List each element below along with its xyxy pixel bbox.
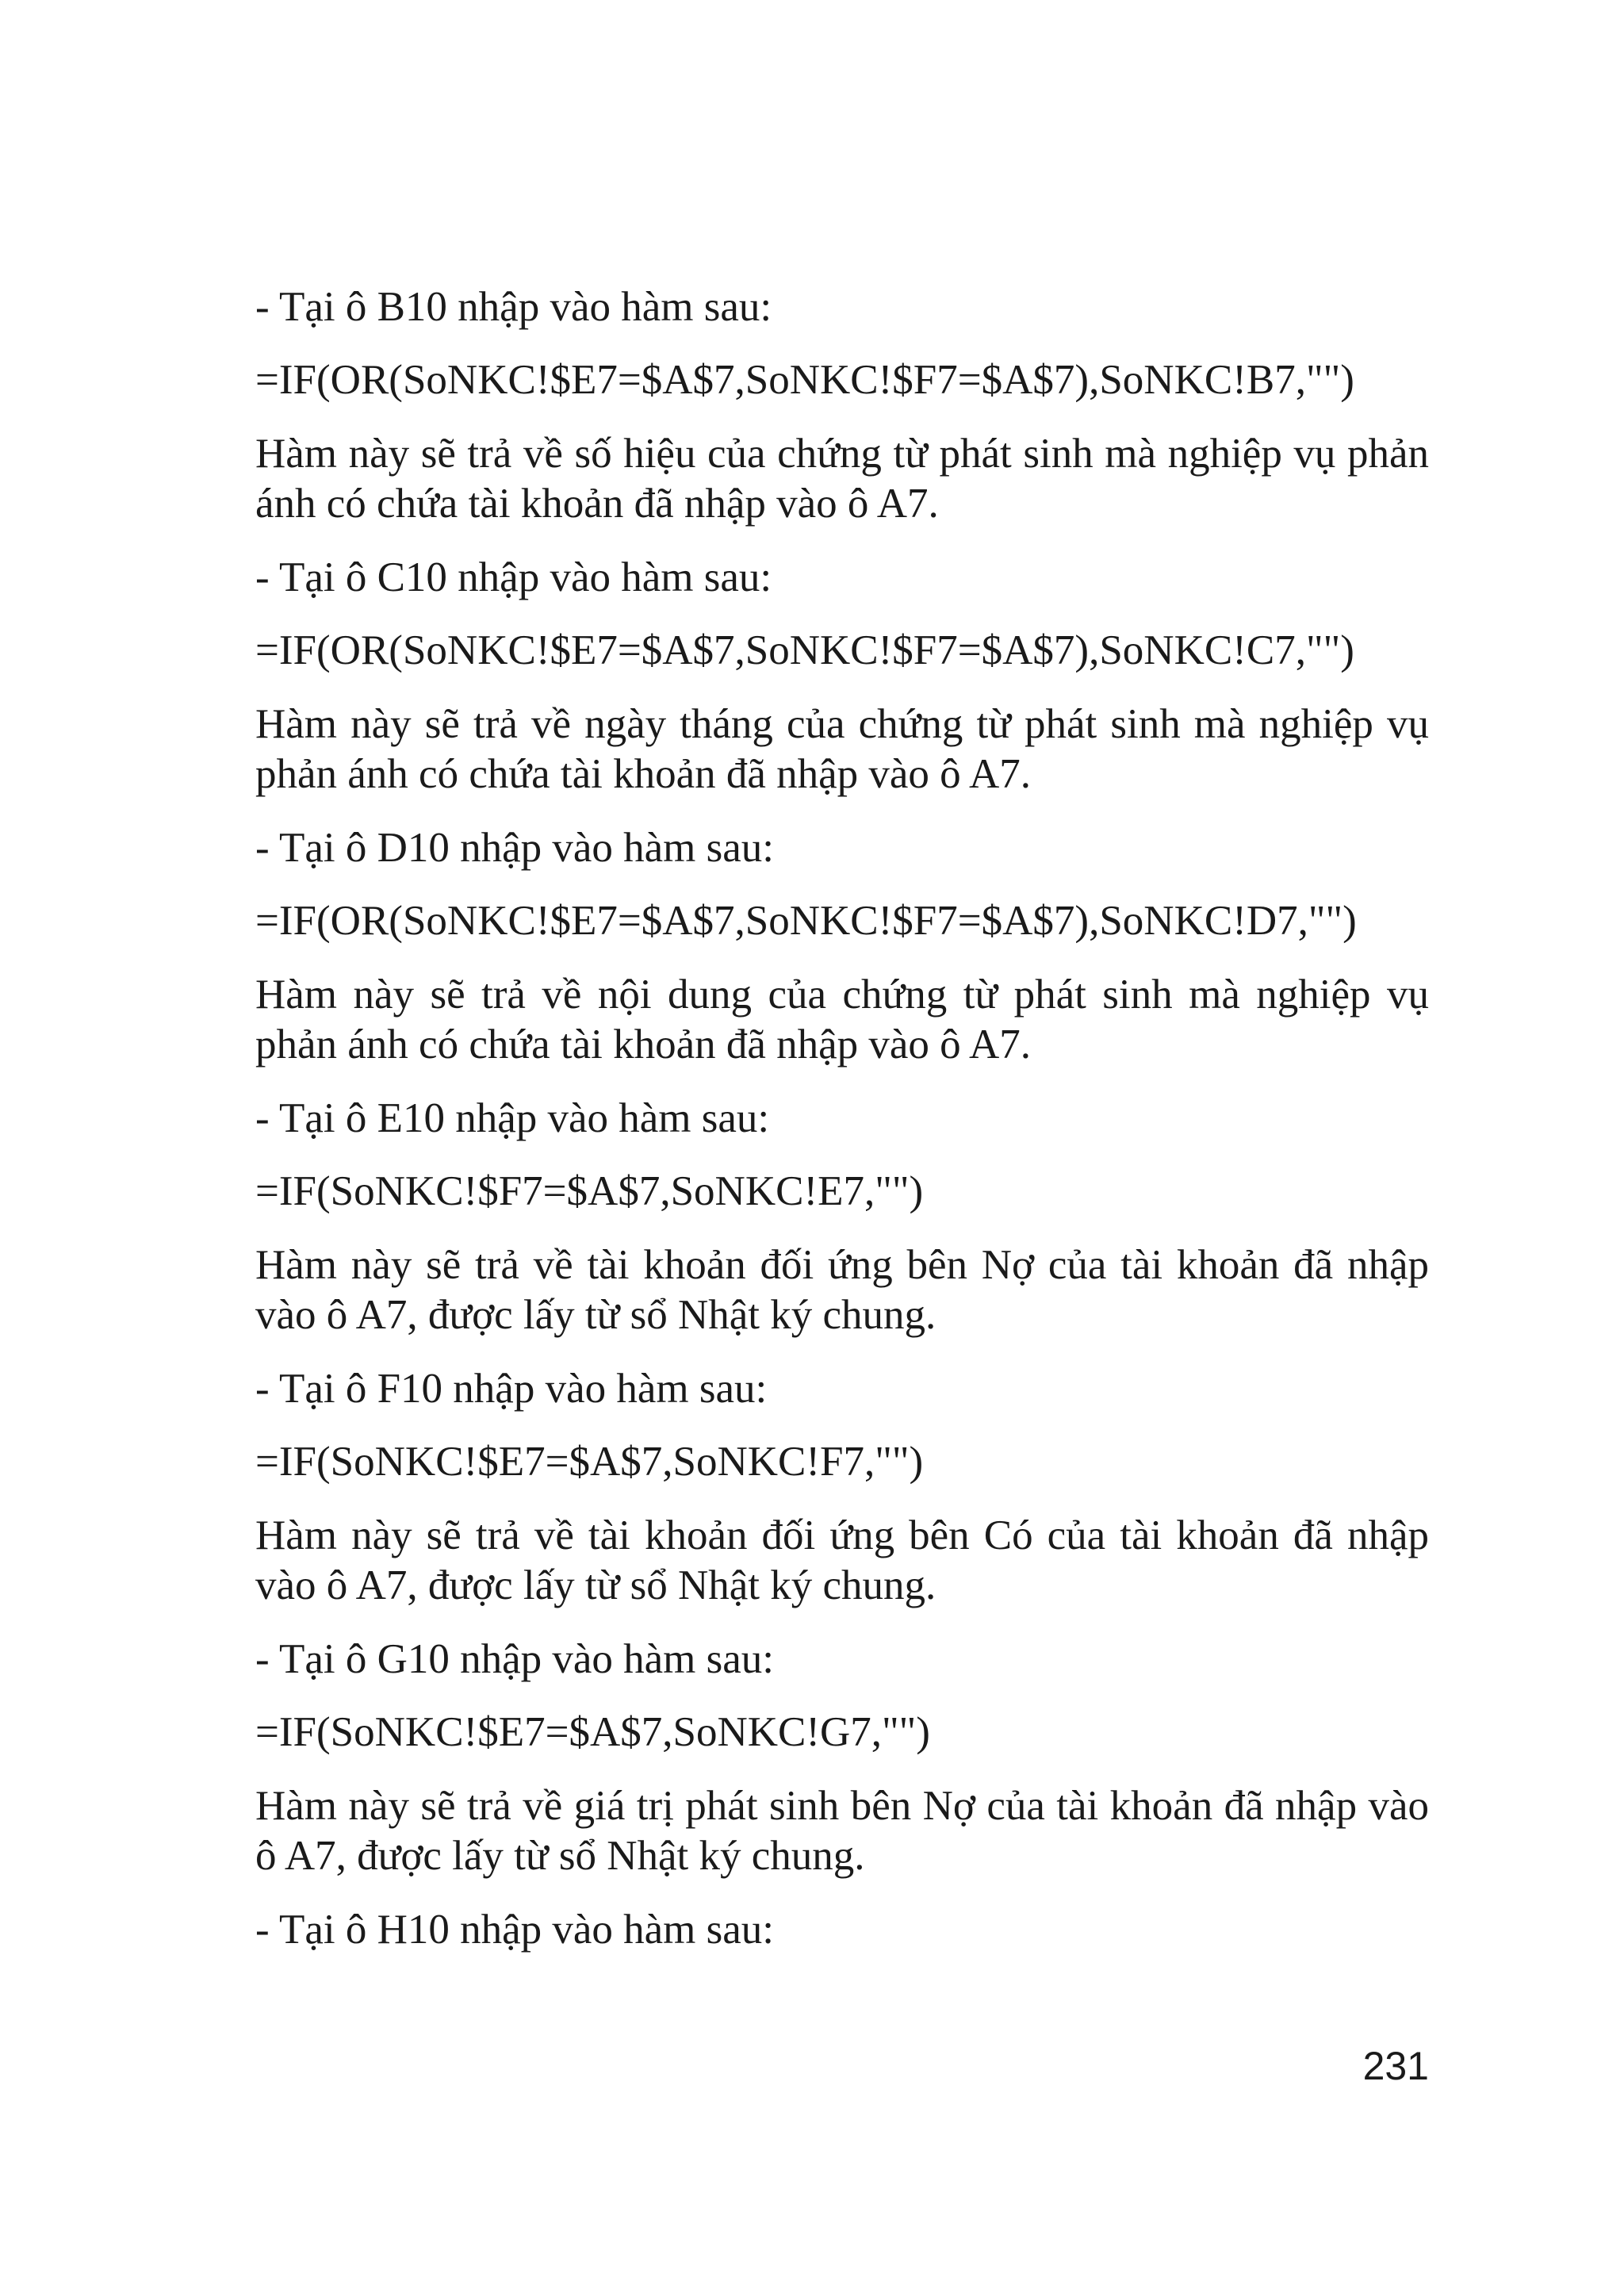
explanation-f10: Hàm này sẽ trả về tài khoản đối ứng bên Có của tài khoản đã nhập vào ô A7, được lấy từ sổ Nhật ký chung.	[255, 1512, 1429, 1608]
instruction-d10: - Tại ô D10 nhập vào hàm sau:	[255, 825, 775, 871]
formula-b10: =IF(OR(SoNKC!$E7=$A$7,SoNKC!$F7=$A$7),SoNKC!B7,"")	[255, 357, 1354, 403]
instruction-b10: - Tại ô B10 nhập vào hàm sau:	[255, 284, 772, 330]
instruction-g10: - Tại ô G10 nhập vào hàm sau:	[255, 1636, 775, 1682]
instruction-h10: - Tại ô H10 nhập vào hàm sau:	[255, 1907, 775, 1953]
explanation-c10: Hàm này sẽ trả về ngày tháng của chứng từ phát sinh mà nghiệp vụ phản ánh có chứa tài khoản đã nhập vào ô A7.	[255, 701, 1429, 797]
page-body	[255, 282, 1429, 1978]
explanation-b10: Hàm này sẽ trả về số hiệu của chứng từ phát sinh mà nghiệp vụ phản ánh có chứa tài khoản đã nhập vào ô A7.	[255, 431, 1429, 527]
formula-g10: =IF(SoNKC!$E7=$A$7,SoNKC!G7,"")	[255, 1709, 930, 1755]
explanation-e10: Hàm này sẽ trả về tài khoản đối ứng bên Nợ của tài khoản đã nhập vào ô A7, được lấy từ sổ Nhật ký chung.	[255, 1242, 1429, 1338]
instruction-e10: - Tại ô E10 nhập vào hàm sau:	[255, 1095, 770, 1141]
formula-e10: =IF(SoNKC!$F7=$A$7,SoNKC!E7,"")	[255, 1168, 924, 1214]
explanation-g10: Hàm này sẽ trả về giá trị phát sinh bên Nợ của tài khoản đã nhập vào ô A7, được lấy từ sổ Nhật ký chung.	[255, 1783, 1429, 1879]
instruction-c10: - Tại ô C10 nhập vào hàm sau:	[255, 554, 772, 600]
formula-d10: =IF(OR(SoNKC!$E7=$A$7,SoNKC!$F7=$A$7),SoNKC!D7,"")	[255, 898, 1357, 944]
explanation-d10: Hàm này sẽ trả về nội dung của chứng từ phát sinh mà nghiệp vụ phản ánh có chứa tài khoản đã nhập vào ô A7.	[255, 972, 1429, 1068]
formula-f10: =IF(SoNKC!$E7=$A$7,SoNKC!F7,"")	[255, 1439, 924, 1485]
instruction-f10: - Tại ô F10 nhập vào hàm sau:	[255, 1366, 768, 1412]
page-number: 231	[1362, 2044, 1429, 2088]
formula-c10: =IF(OR(SoNKC!$E7=$A$7,SoNKC!$F7=$A$7),SoNKC!C7,"")	[255, 627, 1354, 673]
